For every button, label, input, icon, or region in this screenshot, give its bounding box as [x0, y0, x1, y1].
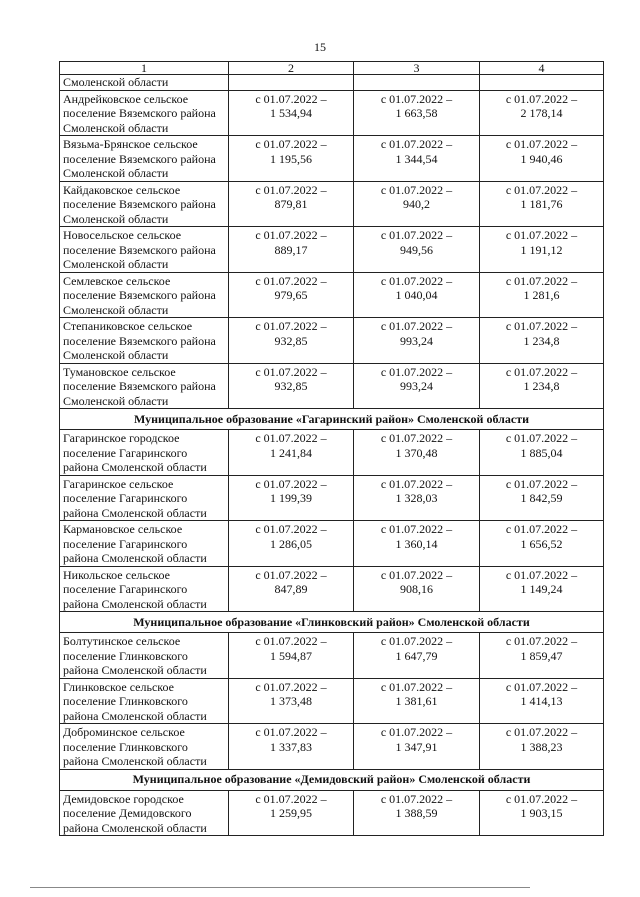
section-heading-row [60, 769, 604, 790]
cell-line: Смоленской области [63, 120, 169, 135]
continued-row [60, 75, 604, 91]
table-row [60, 181, 604, 227]
cell-line: 1 859,47 [520, 648, 563, 663]
cell-line: Кармановское сельское [63, 522, 183, 536]
cell-line: поселение Вяземского района [63, 197, 216, 211]
cell-line: с 01.07.2022 – [255, 522, 327, 536]
column-header-3: 3 [354, 62, 480, 75]
cell-line: 1 414,13 [520, 694, 563, 708]
table-row [60, 790, 604, 836]
cell-line: с 01.07.2022 – [505, 364, 578, 379]
cell-line: поселение Вяземского района [63, 333, 216, 348]
settlement-name-cell [60, 566, 229, 612]
cell-line: Глинковское сельское [63, 679, 174, 694]
cell-line: Андрейковское сельское [63, 91, 189, 106]
cell-line: района Смоленской области [63, 754, 207, 768]
cell-line: 1 234,8 [523, 379, 560, 393]
cell-line: с 01.07.2022 – [505, 91, 578, 106]
tariff-cell-c4 [480, 521, 604, 567]
cell-line: поселение Вяземского района [63, 151, 216, 166]
cell-line: с 01.07.2022 – [505, 273, 578, 288]
cell-line: с 01.07.2022 – [505, 634, 578, 648]
table-row [60, 318, 604, 364]
tariff-cell-c4 [480, 566, 604, 612]
cell-line: с 01.07.2022 – [380, 137, 453, 151]
tariff-cell-c4 [480, 227, 604, 273]
tariff-cell-c2 [229, 181, 354, 227]
cell-line: Никольское сельское [63, 567, 170, 582]
cell-line: поселение Вяземского района [63, 242, 216, 257]
settlement-name-cell [60, 724, 229, 770]
tariff-cell-c2 [229, 678, 354, 724]
cell-line: с 01.07.2022 – [505, 431, 578, 445]
cell-line: Смоленской области [63, 257, 169, 271]
cell-line: Смоленской области [63, 211, 169, 226]
tariff-cell-c2 [229, 318, 354, 364]
cell-line: района Смоленской области [63, 505, 207, 520]
cell-line: 1 149,24 [520, 582, 563, 596]
table-row [60, 272, 604, 318]
cell-line: Доброминское сельское [63, 725, 185, 739]
cell-line: 1 534,94 [270, 106, 312, 120]
cell-line: с 01.07.2022 – [255, 725, 327, 739]
tariff-cell-c4 [480, 272, 604, 318]
settlement-name-cell [60, 90, 229, 136]
cell-line: с 01.07.2022 – [255, 567, 327, 582]
cell-line: поселение Гагаринского [63, 445, 188, 460]
cell-line: поселение Глинковского [63, 739, 188, 754]
cell-line: района Смоленской области [63, 820, 207, 835]
cell-line: поселение Вяземского района [63, 288, 216, 302]
tariff-cell-c3 [354, 633, 480, 679]
section-heading: Муниципальное образование «Гагаринский район» Смоленской области [60, 409, 604, 430]
tariff-cell-c3 [354, 790, 480, 836]
settlement-name-cell [60, 633, 229, 679]
tariff-cell-c2 [229, 363, 354, 409]
tariff-cell-c3 [354, 318, 480, 364]
cell-line: с 01.07.2022 – [505, 679, 578, 694]
table-row [60, 430, 604, 476]
tariff-table [59, 61, 604, 836]
table-row [60, 90, 604, 136]
tariff-cell-c3 [354, 475, 480, 521]
cell-line: поселение Демидовского [63, 806, 192, 820]
tariff-cell-c3 [354, 181, 480, 227]
section-heading-row [60, 612, 604, 633]
cell-line: поселение Вяземского района [63, 379, 216, 393]
table-row [60, 136, 604, 182]
cell-line: Смоленской области [63, 166, 169, 180]
cell-line: с 01.07.2022 – [505, 228, 578, 242]
cell-line: 1 388,59 [395, 806, 438, 820]
cell-line: с 01.07.2022 – [255, 431, 327, 445]
cell-line: 1 241,84 [270, 445, 312, 460]
settlement-name-cell [60, 318, 229, 364]
cell-line: 1 381,61 [395, 694, 438, 708]
cell-line: 1 234,8 [523, 333, 560, 348]
cell-line: поселение Гагаринского [63, 582, 188, 596]
cell-line: с 01.07.2022 – [380, 431, 453, 445]
cell-line: с 01.07.2022 – [380, 273, 453, 288]
tariff-cell-c4 [480, 633, 604, 679]
cell-line: Гагаринское сельское [63, 476, 174, 491]
cell-line: с 01.07.2022 – [255, 364, 327, 379]
cell-line: с 01.07.2022 – [380, 319, 453, 333]
cell-line: 1 885,04 [520, 445, 563, 460]
cell-line: 1 328,03 [395, 491, 438, 505]
cell-line: Тумановское сельское [63, 364, 176, 379]
tariff-cell-c2 [229, 430, 354, 476]
cell-line: с 01.07.2022 – [380, 228, 453, 242]
section-heading: Муниципальное образование «Демидовский район» Смоленской области [60, 769, 604, 790]
cell-line: 1 360,14 [395, 536, 438, 551]
tariff-cell-c4 [480, 318, 604, 364]
tariff-cell-c4 [480, 90, 604, 136]
cell-line: Смоленской области [63, 348, 169, 362]
cell-line: 1 388,23 [520, 739, 563, 754]
cell-line: 1 373,48 [270, 694, 312, 708]
settlement-name-cell [60, 790, 229, 836]
cell-line: с 01.07.2022 – [255, 634, 327, 648]
cell-line: 1 647,79 [395, 648, 438, 663]
cell-line: с 01.07.2022 – [255, 137, 327, 151]
tariff-cell-c3 [354, 724, 480, 770]
cell-line: 1 181,76 [520, 197, 563, 211]
cell-line: с 01.07.2022 – [380, 364, 453, 379]
cell-line: с 01.07.2022 – [255, 182, 327, 197]
footer-rule [30, 887, 530, 888]
cell-line: с 01.07.2022 – [255, 228, 327, 242]
column-header-2: 2 [229, 62, 354, 75]
cell-line: Смоленской области [63, 302, 169, 317]
tariff-cell-c2 [229, 475, 354, 521]
cell-line: с 01.07.2022 – [380, 91, 453, 106]
table-row [60, 227, 604, 273]
cell-line: с 01.07.2022 – [380, 634, 453, 648]
cell-line: с 01.07.2022 – [380, 476, 453, 491]
tariff-cell-c2 [229, 227, 354, 273]
tariff-cell-c3 [354, 90, 480, 136]
empty-cell [354, 75, 480, 91]
cell-line: 889,17 [274, 242, 308, 257]
cell-line: 908,16 [400, 582, 433, 596]
cell-line: 1 040,04 [395, 288, 438, 302]
cell-line: 1 663,58 [395, 106, 438, 120]
cell-line: 1 656,52 [520, 536, 563, 551]
cell-line: 1 286,05 [270, 536, 312, 551]
table-row [60, 566, 604, 612]
cell-line: с 01.07.2022 – [255, 91, 327, 106]
tariff-cell-c3 [354, 272, 480, 318]
cell-line: Кайдаковское сельское [63, 182, 181, 197]
cell-line: 1 842,59 [520, 491, 563, 505]
cell-line: с 01.07.2022 – [380, 567, 453, 582]
cell-line: 1 370,48 [395, 445, 438, 460]
cell-line: 940,2 [403, 197, 430, 211]
settlement-name-cell [60, 521, 229, 567]
section-heading: Муниципальное образование «Глинковский район» Смоленской области [60, 612, 604, 633]
column-header-1: 1 [60, 62, 229, 75]
tariff-cell-c2 [229, 272, 354, 318]
cell-line: с 01.07.2022 – [255, 273, 327, 288]
cell-line: 1 903,15 [520, 806, 563, 820]
empty-cell [229, 75, 354, 91]
cell-line: с 01.07.2022 – [255, 319, 327, 333]
cell-line: с 01.07.2022 – [505, 567, 578, 582]
cell-line: поселение Гагаринского [63, 491, 188, 505]
tariff-cell-c3 [354, 136, 480, 182]
table-row [60, 521, 604, 567]
cell-line: района Смоленской области [63, 596, 207, 611]
settlement-name-cell [60, 227, 229, 273]
cell-line: Болтутинское сельское [63, 634, 181, 648]
table-row [60, 724, 604, 770]
cell-line: с 01.07.2022 – [255, 791, 327, 806]
settlement-name-cell [60, 430, 229, 476]
tariff-cell-c4 [480, 790, 604, 836]
cell-line: с 01.07.2022 – [380, 182, 453, 197]
cell-line: с 01.07.2022 – [255, 679, 327, 694]
cell-line: 1 940,46 [520, 151, 563, 166]
tariff-cell-c2 [229, 724, 354, 770]
cell-line: Степаниковское сельское [63, 319, 193, 333]
tariff-cell-c4 [480, 678, 604, 724]
tariff-cell-c4 [480, 181, 604, 227]
tariff-cell-c2 [229, 90, 354, 136]
tariff-cell-c4 [480, 724, 604, 770]
tariff-cell-c3 [354, 521, 480, 567]
cell-line: с 01.07.2022 – [505, 522, 578, 536]
cell-line: Демидовское городское [63, 791, 184, 806]
continued-cell: Смоленской области [60, 75, 229, 91]
tariff-cell-c4 [480, 430, 604, 476]
cell-line: Семлевское сельское [63, 273, 171, 288]
cell-line: с 01.07.2022 – [505, 182, 578, 197]
cell-line: с 01.07.2022 – [380, 725, 453, 739]
cell-line: 2 178,14 [520, 106, 563, 120]
page-number: 15 [314, 40, 326, 54]
settlement-name-cell [60, 181, 229, 227]
empty-cell [480, 75, 604, 91]
cell-line: 949,56 [400, 242, 433, 257]
tariff-cell-c2 [229, 136, 354, 182]
cell-line: района Смоленской области [63, 663, 207, 677]
cell-line: с 01.07.2022 – [505, 725, 578, 739]
cell-line: 1 191,12 [520, 242, 563, 257]
tariff-cell-c2 [229, 790, 354, 836]
cell-line: с 01.07.2022 – [505, 476, 578, 491]
tariff-cell-c3 [354, 430, 480, 476]
cell-line: поселение Вяземского района [63, 106, 216, 120]
cell-line: с 01.07.2022 – [505, 137, 578, 151]
table-row [60, 363, 604, 409]
cell-line: 1 281,6 [523, 288, 560, 302]
cell-line: с 01.07.2022 – [505, 791, 578, 806]
cell-line: района Смоленской области [63, 460, 207, 474]
cell-line: 993,24 [400, 379, 433, 393]
section-heading-row [60, 409, 604, 430]
table-row [60, 633, 604, 679]
tariff-cell-c3 [354, 566, 480, 612]
settlement-name-cell [60, 136, 229, 182]
cell-line: с 01.07.2022 – [255, 476, 327, 491]
cell-line: 879,81 [274, 197, 308, 211]
cell-line: с 01.07.2022 – [380, 679, 453, 694]
cell-line: с 01.07.2022 – [380, 522, 453, 536]
cell-line: 1 195,56 [270, 151, 312, 166]
cell-line: 1 347,91 [395, 739, 438, 754]
cell-line: 1 259,95 [270, 806, 312, 820]
cell-line: 1 594,87 [270, 648, 312, 663]
settlement-name-cell [60, 678, 229, 724]
settlement-name-cell [60, 363, 229, 409]
tariff-cell-c3 [354, 363, 480, 409]
tariff-cell-c2 [229, 566, 354, 612]
tariff-cell-c3 [354, 227, 480, 273]
cell-line: 847,89 [274, 582, 308, 596]
table-row [60, 678, 604, 724]
column-header-4: 4 [480, 62, 604, 75]
cell-line: 1 199,39 [270, 491, 312, 505]
cell-line: с 01.07.2022 – [380, 791, 453, 806]
cell-line: 1 337,83 [270, 739, 312, 754]
cell-line: Вязьма-Брянское сельское [63, 137, 198, 151]
tariff-cell-c2 [229, 633, 354, 679]
tariff-cell-c4 [480, 475, 604, 521]
cell-line: поселение Глинковского [63, 648, 188, 663]
cell-line: 993,24 [400, 333, 433, 348]
cell-line: с 01.07.2022 – [505, 319, 578, 333]
cell-line: 1 344,54 [395, 151, 438, 166]
settlement-name-cell [60, 475, 229, 521]
table-header-row [60, 62, 604, 75]
settlement-name-cell [60, 272, 229, 318]
cell-line: Смоленской области [63, 393, 169, 408]
cell-line: района Смоленской области [63, 708, 207, 723]
cell-line: поселение Глинковского [63, 694, 188, 708]
cell-line: Гагаринское городское [63, 431, 180, 445]
cell-line: 932,85 [274, 333, 308, 348]
table-row [60, 475, 604, 521]
tariff-cell-c4 [480, 136, 604, 182]
tariff-cell-c4 [480, 363, 604, 409]
cell-line: 979,65 [274, 288, 308, 302]
cell-line: 932,85 [274, 379, 308, 393]
cell-line: поселение Гагаринского [63, 536, 188, 551]
cell-line: района Смоленской области [63, 551, 207, 565]
tariff-cell-c2 [229, 521, 354, 567]
cell-line: Новосельское сельское [63, 228, 182, 242]
tariff-cell-c3 [354, 678, 480, 724]
